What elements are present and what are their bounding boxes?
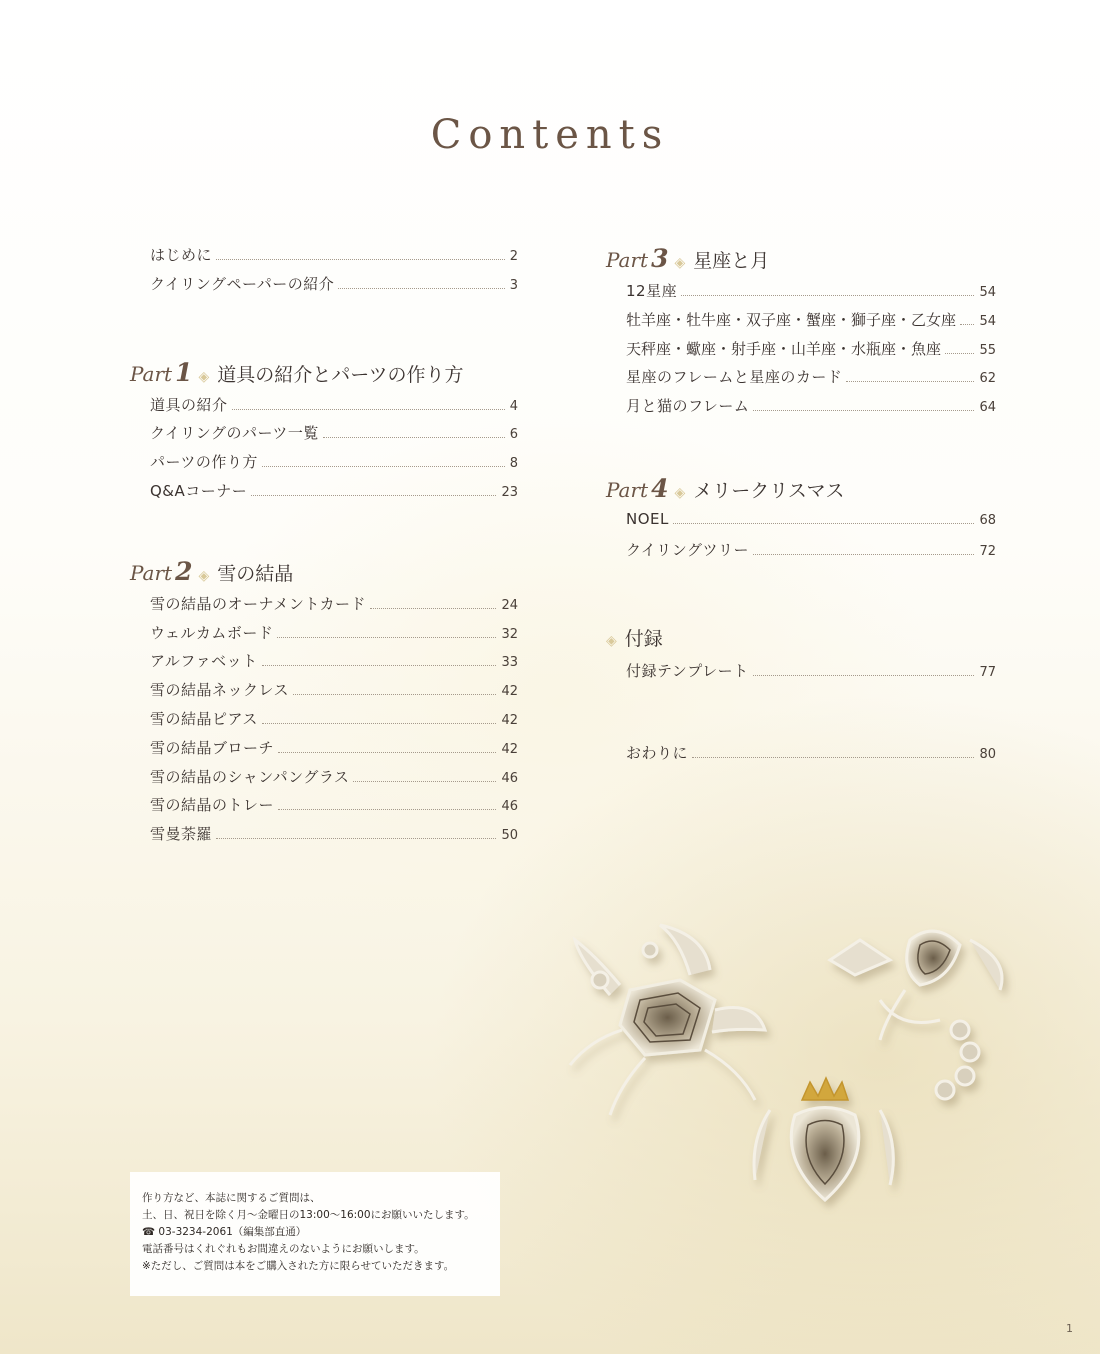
toc-entry[interactable] (626, 338, 996, 367)
dot-leader (262, 466, 505, 467)
toc-entry-label: 雪の結晶ネックレス (150, 681, 290, 700)
toc-entry[interactable] (150, 737, 518, 766)
dot-leader (216, 259, 505, 260)
dot-leader (692, 757, 974, 758)
notice-line: ※ただし、ご質問は本をご購入された方に限らせていただきます。 (142, 1260, 455, 1272)
page-number: 1 (1066, 1322, 1073, 1335)
toc-entry[interactable] (626, 366, 996, 395)
part-word: Part (606, 477, 649, 502)
toc-entry[interactable] (626, 395, 996, 424)
crown-icon (802, 1078, 848, 1100)
part1-heading[interactable] (130, 358, 518, 388)
dot-leader (262, 723, 497, 724)
toc-entry-paper-intro[interactable] (150, 273, 518, 302)
toc-entry-label: 雪の結晶のシャンパングラス (150, 767, 350, 786)
dot-leader (323, 437, 505, 438)
toc-entry[interactable] (150, 650, 518, 679)
toc-entry[interactable] (626, 539, 996, 568)
toc-entry-label: クイリングペーパーの紹介 (150, 274, 335, 293)
toc-entry[interactable] (150, 451, 518, 480)
part4-heading[interactable] (606, 474, 996, 504)
part1-list (130, 394, 518, 509)
toc-entry-label: 12星座 (626, 282, 678, 300)
intro-list (130, 244, 518, 302)
toc-entry-label: クイリングツリー (626, 540, 749, 559)
toc-entry-page: 68 (979, 512, 996, 528)
toc-entry-label: パーツの作り方 (150, 453, 258, 472)
notice-line: 土、日、祝日を除く月～金曜日の13:00～16:00にお願いいたします。 (142, 1209, 475, 1221)
part4-list (606, 510, 996, 568)
toc-entry-page: 72 (979, 543, 996, 559)
toc-entry-label: 雪の結晶ピアス (150, 709, 258, 728)
dot-leader (293, 694, 496, 695)
toc-entry-page: 54 (979, 285, 996, 300)
toc-entry-label: Q&Aコーナー (150, 481, 248, 500)
toc-entry-label: おわりに (626, 744, 689, 763)
toc-entry-label: はじめに (150, 246, 213, 264)
toc-entry-label: 道具の紹介 (150, 395, 228, 414)
dot-leader (251, 495, 496, 496)
dot-leader (753, 675, 975, 676)
notice-line: 作り方など、本誌に関するご質問は、 (142, 1192, 321, 1204)
toc-entry-label: 雪曼荼羅 (150, 825, 213, 844)
toc-entry-label: 雪の結晶のトレー (150, 796, 275, 815)
dot-leader (216, 838, 496, 839)
part2-heading[interactable] (130, 557, 518, 587)
toc-right-column (606, 244, 996, 771)
quilling-artwork (540, 900, 1100, 1230)
part-number: 1 (175, 357, 193, 387)
diamond-ornament-icon: ◈ (674, 255, 686, 271)
toc-entry[interactable] (150, 593, 518, 622)
diamond-ornament-icon: ◈ (198, 567, 210, 584)
part3-heading[interactable] (606, 244, 996, 274)
toc-entry-page: 8 (509, 456, 518, 472)
part-word: Part (130, 560, 173, 585)
part-word: Part (130, 361, 173, 386)
toc-entry-page: 46 (501, 770, 518, 786)
toc-entry[interactable] (150, 480, 518, 509)
dot-leader (846, 381, 974, 382)
toc-entry-label: アルファベット (150, 652, 258, 671)
diamond-ornament-icon: ◈ (198, 368, 210, 385)
toc-entry-page: 42 (501, 741, 518, 757)
dot-leader (681, 295, 974, 296)
appendix-list (606, 660, 996, 689)
part2-list (130, 593, 518, 852)
part3-list (606, 280, 996, 424)
toc-entry-page: 55 (979, 342, 996, 358)
dot-leader (753, 554, 975, 555)
dot-leader (232, 409, 505, 410)
toc-entry[interactable] (626, 309, 996, 338)
toc-entry-page: 77 (979, 664, 996, 680)
toc-entry-page: 46 (501, 799, 518, 815)
toc-entry-label: NOEL (626, 509, 669, 528)
toc-entry-hajimeni[interactable] (150, 244, 518, 273)
part-title: メリークリスマス (693, 479, 845, 502)
page-title: Contents (430, 112, 670, 158)
toc-entry[interactable] (150, 766, 518, 795)
toc-entry-label: ウェルカムボード (150, 623, 274, 642)
part-number: 2 (175, 556, 193, 586)
toc-entry-page: 80 (979, 747, 996, 763)
dot-leader (278, 809, 496, 810)
dot-leader (278, 752, 496, 753)
toc-entry[interactable] (150, 794, 518, 823)
part-title: 道具の紹介とパーツの作り方 (217, 363, 464, 386)
toc-entry[interactable] (150, 394, 518, 423)
toc-entry[interactable] (150, 622, 518, 651)
toc-entry-page: 50 (501, 828, 518, 844)
toc-entry-page: 54 (979, 313, 996, 329)
toc-entry-owarini[interactable] (626, 742, 996, 771)
toc-entry[interactable] (626, 280, 996, 309)
dot-leader (370, 608, 497, 609)
toc-entry[interactable] (150, 823, 518, 852)
part-number: 3 (651, 244, 669, 273)
toc-entry-page: 42 (501, 712, 518, 728)
toc-entry[interactable] (150, 679, 518, 708)
toc-entry[interactable] (150, 708, 518, 737)
toc-entry-page: 23 (501, 484, 518, 500)
toc-left-column (130, 244, 518, 852)
notice-line: 電話番号はくれぐれもお間違えのないようにお願いします。 (142, 1243, 425, 1255)
toc-entry-label: クイリングのパーツ一覧 (150, 424, 319, 443)
toc-entry-page: 42 (501, 684, 518, 700)
toc-entry-label: 牡羊座・牡牛座・双子座・蟹座・獅子座・乙女座 (626, 310, 957, 329)
closing-list (606, 742, 996, 771)
inquiry-notice (130, 1172, 500, 1296)
dot-leader (960, 324, 974, 325)
toc-entry[interactable] (626, 660, 996, 689)
part-title: 星座と月 (693, 250, 770, 272)
appendix-heading[interactable] (606, 624, 996, 654)
toc-entry-page: 32 (501, 626, 518, 642)
scorpion-quilling-icon (830, 931, 1002, 1099)
part-title: 雪の結晶 (217, 562, 294, 585)
toc-entry-label: 星座のフレームと星座のカード (626, 368, 843, 387)
toc-entry-label: 月と猫のフレーム (626, 397, 750, 416)
notice-phone-line: ☎ 03-3234-2061（編集部直通） (142, 1226, 307, 1238)
toc-entry-label: 雪の結晶ブローチ (150, 738, 275, 757)
crab-quilling-icon (570, 925, 765, 1115)
toc-entry-page: 3 (509, 277, 518, 293)
toc-entry-page: 24 (501, 597, 518, 613)
dot-leader (753, 410, 974, 411)
diamond-ornament-icon: ◈ (606, 632, 617, 649)
lion-quilling-icon (754, 1078, 893, 1200)
toc-entry-page: 33 (501, 655, 518, 671)
toc-entry[interactable] (150, 422, 518, 451)
dot-leader (673, 523, 975, 524)
diamond-ornament-icon: ◈ (674, 484, 686, 501)
dot-leader (945, 353, 974, 354)
toc-entry-label: 天秤座・蠍座・射手座・山羊座・水瓶座・魚座 (626, 339, 942, 358)
part-word: Part (606, 248, 649, 272)
toc-entry[interactable] (626, 510, 996, 539)
toc-entry-page: 64 (979, 400, 996, 416)
dot-leader (353, 781, 496, 782)
toc-entry-page: 6 (509, 427, 518, 443)
dot-leader (262, 665, 497, 666)
toc-entry-label: 雪の結晶のオーナメントカード (150, 594, 366, 613)
toc-entry-page: 4 (509, 398, 518, 414)
part-number: 4 (651, 473, 669, 503)
toc-entry-page: 2 (509, 249, 518, 264)
toc-entry-label: 付録テンプレート (626, 661, 749, 680)
dot-leader (338, 288, 505, 289)
dot-leader (277, 637, 496, 638)
toc-entry-page: 62 (979, 371, 996, 387)
part-title: 付録 (624, 627, 663, 650)
